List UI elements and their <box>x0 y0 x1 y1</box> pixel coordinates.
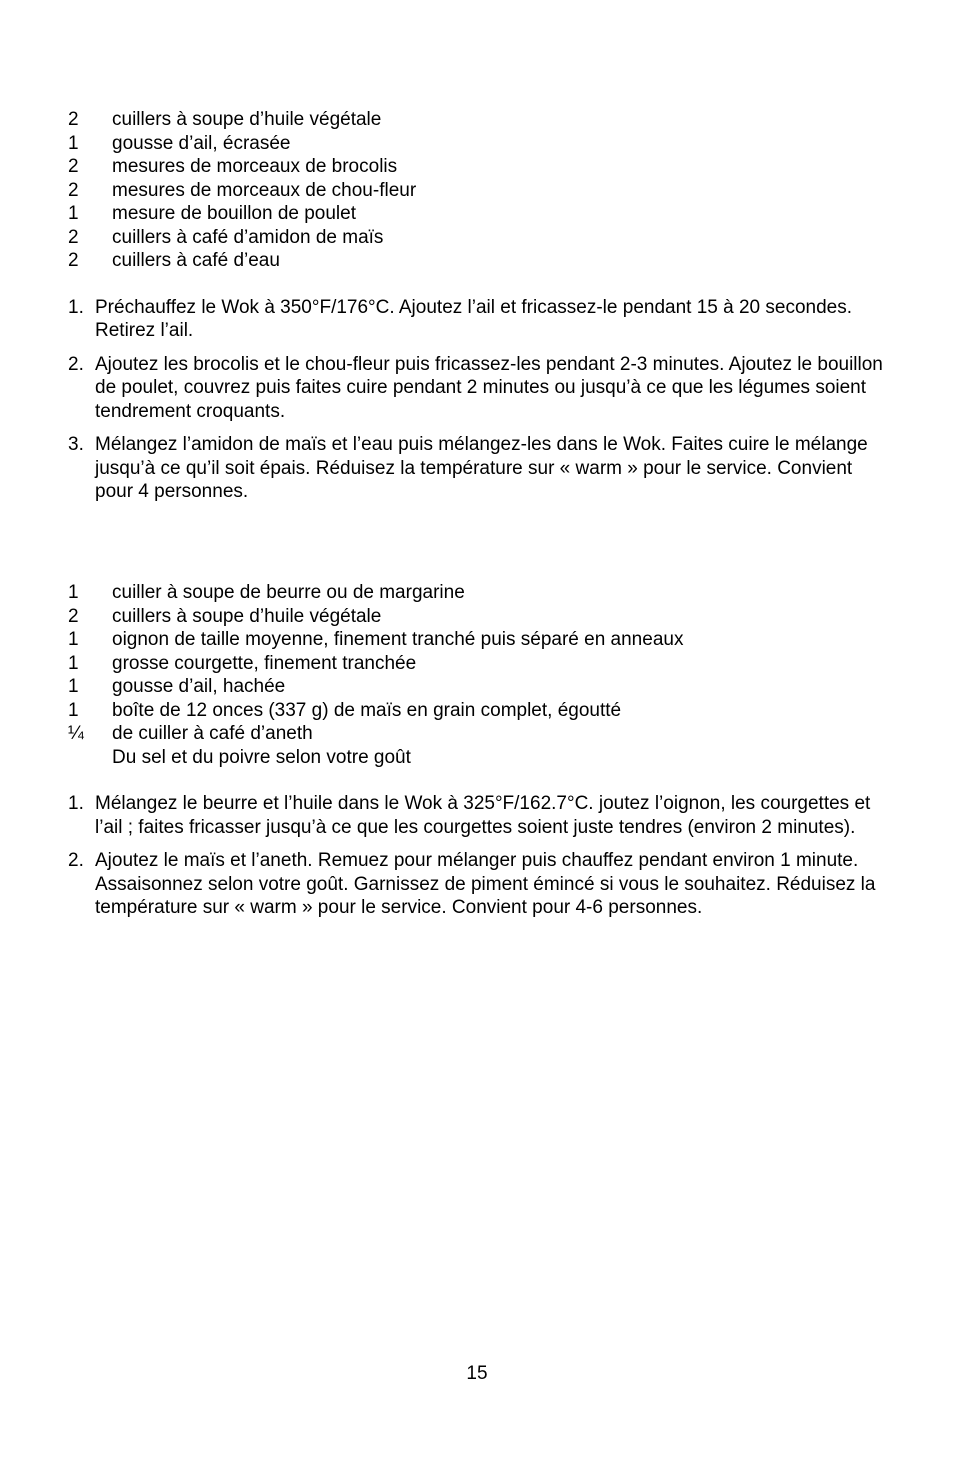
ingredient-qty: 1 <box>68 676 79 697</box>
ingredient-item <box>68 179 888 203</box>
ingredient-item <box>68 675 888 699</box>
step-item <box>68 433 888 504</box>
recipe-zucchini-corn <box>68 581 888 930</box>
recipe-broccoli-cauliflower <box>68 108 888 514</box>
step-item <box>68 353 888 424</box>
ingredient-item <box>68 722 888 746</box>
ingredient-item <box>68 249 888 273</box>
step-number: 1. <box>68 296 84 318</box>
ingredient-qty: 1 <box>68 132 79 154</box>
ingredient-qty: ¼ <box>68 723 84 744</box>
ingredient-qty: 1 <box>68 652 79 674</box>
ingredient-item <box>68 226 888 250</box>
ingredient-qty: 2 <box>68 156 79 177</box>
ingredient-item <box>68 699 888 723</box>
ingredient-qty: 2 <box>68 179 79 201</box>
ingredient-item <box>68 155 888 179</box>
ingredient-qty: 1 <box>68 699 79 721</box>
ingredient-qty: 1 <box>68 203 79 224</box>
ingredient-qty: 2 <box>68 226 79 248</box>
ingredient-text: grosse courgette, finement tranchée <box>112 652 417 674</box>
ingredient-qty: 2 <box>68 605 79 627</box>
ingredient-qty: 2 <box>68 109 79 130</box>
ingredient-text: Du sel et du poivre selon votre goût <box>112 746 411 768</box>
step-list <box>68 792 888 920</box>
ingredient-text: cuiller à soupe de beurre ou de margarine <box>112 582 465 603</box>
ingredient-item <box>68 202 888 226</box>
ingredient-item <box>68 581 888 605</box>
step-number: 2. <box>68 353 84 375</box>
ingredient-list <box>68 108 888 273</box>
ingredient-text: cuillers à soupe d’huile végétale <box>112 109 382 130</box>
ingredient-item <box>68 605 888 629</box>
ingredient-qty: 1 <box>68 582 79 603</box>
step-list <box>68 296 888 504</box>
ingredient-item <box>68 746 888 770</box>
ingredient-list <box>68 581 888 769</box>
step-text: Ajoutez le maïs et l’aneth. Remuez pour mélanger puis chauffez pendant environ 1 minute. Assaisonnez selon votre goût. Garnissez de piment émincé si vous le souhaitez. Réduisez la température sur « warm » pour le service. Convient pour 4-6 personnes. <box>95 850 876 918</box>
ingredient-text: gousse d’ail, écrasée <box>112 132 291 154</box>
step-number: 2. <box>68 850 84 871</box>
ingredient-text: cuillers à café d’amidon de maïs <box>112 226 384 248</box>
step-text: Préchauffez le Wok à 350°F/176°C. Ajoutez l’ail et fricassez-le pendant 15 à 20 secondes. Retirez l’ail. <box>95 296 852 341</box>
step-number: 1. <box>68 793 84 814</box>
step-number: 3. <box>68 434 84 455</box>
step-text: Mélangez l’amidon de maïs et l’eau puis mélangez-les dans le Wok. Faites cuire le mélange jusqu’à ce qu’il soit épais. Réduisez la température sur « warm » pour le service. Convient pour 4 personnes. <box>95 434 868 502</box>
ingredient-text: oignon de taille moyenne, finement tranché puis séparé en anneaux <box>112 629 684 650</box>
ingredient-qty: 1 <box>68 629 79 650</box>
ingredient-text: gousse d’ail, hachée <box>112 676 286 697</box>
ingredient-qty <box>68 746 112 770</box>
step-item <box>68 792 888 839</box>
ingredient-text: cuillers à café d’eau <box>112 250 280 271</box>
ingredient-item <box>68 108 888 132</box>
step-item <box>68 296 888 343</box>
step-item <box>68 849 888 920</box>
page-number: 15 <box>466 1363 488 1384</box>
ingredient-qty: 2 <box>68 250 79 271</box>
ingredient-text: boîte de 12 onces (337 g) de maïs en grain complet, égoutté <box>112 699 622 721</box>
ingredient-item <box>68 628 888 652</box>
step-text: Mélangez le beurre et l’huile dans le Wok à 325°F/162.7°C. joutez l’oignon, les courgettes et l’ail ; faites fricasser jusqu’à ce que les courgettes soient juste tendres (environ 2 minutes). <box>95 793 871 838</box>
ingredient-text: mesures de morceaux de brocolis <box>112 156 398 177</box>
ingredient-text: de cuiller à café d’aneth <box>112 723 313 744</box>
step-text: Ajoutez les brocolis et le chou-fleur puis fricassez-les pendant 2-3 minutes. Ajoutez le bouillon de poulet, couvrez puis faites cuire pendant 2 minutes ou jusqu’à ce que les légumes soient tendrement croquants. <box>95 353 883 422</box>
ingredient-item <box>68 652 888 676</box>
ingredient-text: mesures de morceaux de chou-fleur <box>112 179 417 201</box>
ingredient-text: cuillers à soupe d’huile végétale <box>112 605 382 627</box>
ingredient-text: mesure de bouillon de poulet <box>112 203 357 224</box>
ingredient-item <box>68 132 888 156</box>
